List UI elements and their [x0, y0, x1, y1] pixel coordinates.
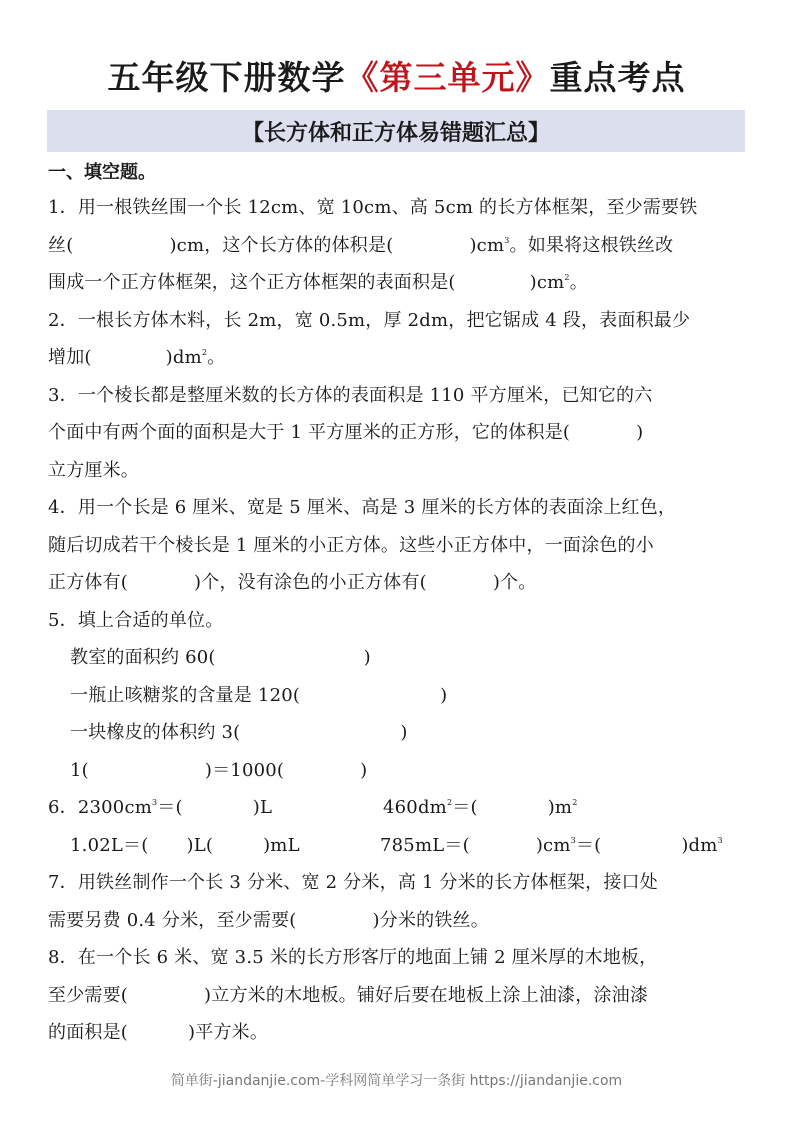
- q6-text: )dm: [681, 834, 718, 856]
- q6-text: )mL: [263, 834, 300, 856]
- q5-text: ): [400, 722, 408, 743]
- q5-text: 教室的面积约 60(: [70, 647, 216, 668]
- q4-text: 正方体有(: [48, 572, 129, 593]
- q6-part: [380, 827, 723, 865]
- page-title: [0, 56, 793, 100]
- q6-text: )L: [252, 797, 273, 818]
- q7-text: )分米的铁丝。: [372, 909, 489, 931]
- q8-line-1: 8．在一个长 6 米、宽 3.5 米的长方形客厅的地面上铺 2 厘米厚的木地板，: [48, 947, 658, 968]
- q4-text: )个。: [492, 572, 537, 593]
- superscript: 2: [572, 798, 578, 807]
- q1-text: )cm，这个长方体的体积是(: [169, 234, 394, 256]
- question-8: [48, 939, 748, 1052]
- q5-item: [48, 677, 748, 715]
- q5-item: [48, 714, 748, 752]
- q8-line-2: [48, 977, 748, 1015]
- q5-text: ): [440, 684, 448, 706]
- superscript: 3: [152, 798, 158, 807]
- question-2: [48, 302, 748, 377]
- q1-unit: )cm: [529, 272, 565, 293]
- q6-text: )L(: [186, 834, 214, 856]
- q4-line-3: [48, 564, 748, 602]
- q7-text: 需要另费 0.4 分米，至少需要(: [48, 909, 297, 931]
- q8-text: )平方米。: [188, 1022, 269, 1043]
- q2-unit: )dm: [165, 347, 202, 368]
- q2-text: 增加(: [48, 347, 92, 368]
- q6-text: 6．2300cm: [48, 797, 153, 818]
- q6-row-2: [48, 827, 748, 865]
- superscript: 3: [570, 835, 576, 845]
- q2-line-2: [48, 339, 748, 377]
- q2-text: 。: [207, 347, 226, 368]
- section-heading: 一、填空题。: [48, 162, 156, 183]
- q1-text: 围成一个正方体框架，这个正方体框架的表面积是(: [48, 272, 456, 293]
- subtitle-bar: [47, 110, 745, 152]
- superscript: 2: [564, 273, 570, 282]
- question-1: [48, 189, 748, 302]
- q6-part: [48, 789, 383, 827]
- q6-text: ＝(: [452, 797, 478, 818]
- q6-text: ＝(: [157, 797, 183, 818]
- q7-line-2: [48, 902, 748, 940]
- q5-text: ): [360, 759, 368, 781]
- q5-text: )＝1000(: [204, 759, 285, 781]
- q1-text: 。: [569, 272, 588, 293]
- q1-line-2: [48, 227, 748, 265]
- q4-text: )个，没有涂色的小正方体有(: [194, 572, 427, 593]
- q3-line-1: 3．一个棱长都是整厘米数的长方体的表面积是 110 平方厘米，已知它的六: [48, 384, 653, 406]
- q6-text: )m: [547, 797, 573, 818]
- question-3: [48, 377, 748, 490]
- superscript: 3: [717, 835, 723, 845]
- q5-item: [48, 639, 748, 677]
- worksheet-content: [48, 157, 748, 1052]
- q6-text: 460dm: [383, 797, 447, 818]
- question-7: [48, 864, 748, 939]
- q3-line-2: [48, 414, 748, 452]
- footer-watermark: 简单街-jiandanjie.com-学科网简单学习一条街 https://jiandanjie.com: [170, 1073, 623, 1089]
- title-suffix: 重点考点: [549, 58, 686, 97]
- q6-text: 785mL＝(: [380, 834, 470, 856]
- q7-line-1: 7．用铁丝制作一个长 3 分米、宽 2 分米，高 1 分米的长方体框架，接口处: [48, 872, 658, 893]
- q4-line-1: 4．用一个长是 6 厘米、宽是 5 厘米、高是 3 厘米的长方体的表面涂上红色，: [48, 497, 677, 518]
- q6-part: [70, 827, 380, 865]
- question-5: [48, 602, 748, 790]
- q8-text: 至少需要(: [48, 984, 129, 1006]
- q1-line-1: 1．用一根铁丝围一个长 12cm、宽 10cm、高 5cm 的长方体框架，至少需要铁: [48, 197, 698, 218]
- q6-part: [383, 789, 577, 827]
- title-highlight: 《第三单元》: [345, 58, 550, 97]
- q3-text: 个面中有两个面的面积是大于 1 平方厘米的正方形，它的体积是(: [48, 422, 571, 443]
- q3-line-3: 立方厘米。: [48, 459, 139, 481]
- q5-text: ): [363, 647, 371, 668]
- q1-text: 。如果将这根铁丝改: [509, 234, 674, 256]
- question-6: [48, 789, 748, 864]
- q6-text: )cm: [535, 834, 571, 856]
- subtitle: 【长方体和正方体易错题汇总】: [241, 120, 550, 146]
- q8-text: 的面积是(: [48, 1022, 129, 1043]
- superscript: 2: [446, 798, 453, 807]
- q1-text: 丝(: [48, 234, 74, 256]
- title-prefix: 五年级下册数学: [107, 58, 346, 97]
- q5-line-1: 5．填上合适的单位。: [48, 609, 224, 631]
- q1-line-3: [48, 264, 748, 302]
- q8-text: )立方米的木地板。铺好后要在地板上涂上油漆，涂油漆: [204, 984, 649, 1006]
- q6-row-1: [48, 789, 748, 827]
- q6-text: ＝(: [575, 834, 602, 856]
- superscript: 3: [504, 235, 510, 245]
- q4-line-2: 随后切成若干个棱长是 1 厘米的小正方体。这些小正方体中，一面涂色的小: [48, 534, 654, 556]
- question-4: [48, 489, 748, 602]
- superscript: 2: [201, 348, 208, 357]
- q1-unit: )cm: [469, 234, 505, 256]
- q5-text: 一块橡皮的体积约 3(: [70, 722, 241, 743]
- q6-text: 1.02L＝(: [70, 834, 149, 856]
- q5-text: 一瓶止咳糖浆的含量是 120(: [70, 684, 301, 706]
- q3-text: ): [636, 422, 644, 443]
- q5-text: 1(: [70, 759, 89, 781]
- q5-item: [48, 752, 748, 790]
- q8-line-3: [48, 1014, 748, 1052]
- q2-line-1: 2．一根长方体木料，长 2m，宽 0.5m，厚 2dm，把它锯成 4 段，表面积最少: [48, 309, 691, 331]
